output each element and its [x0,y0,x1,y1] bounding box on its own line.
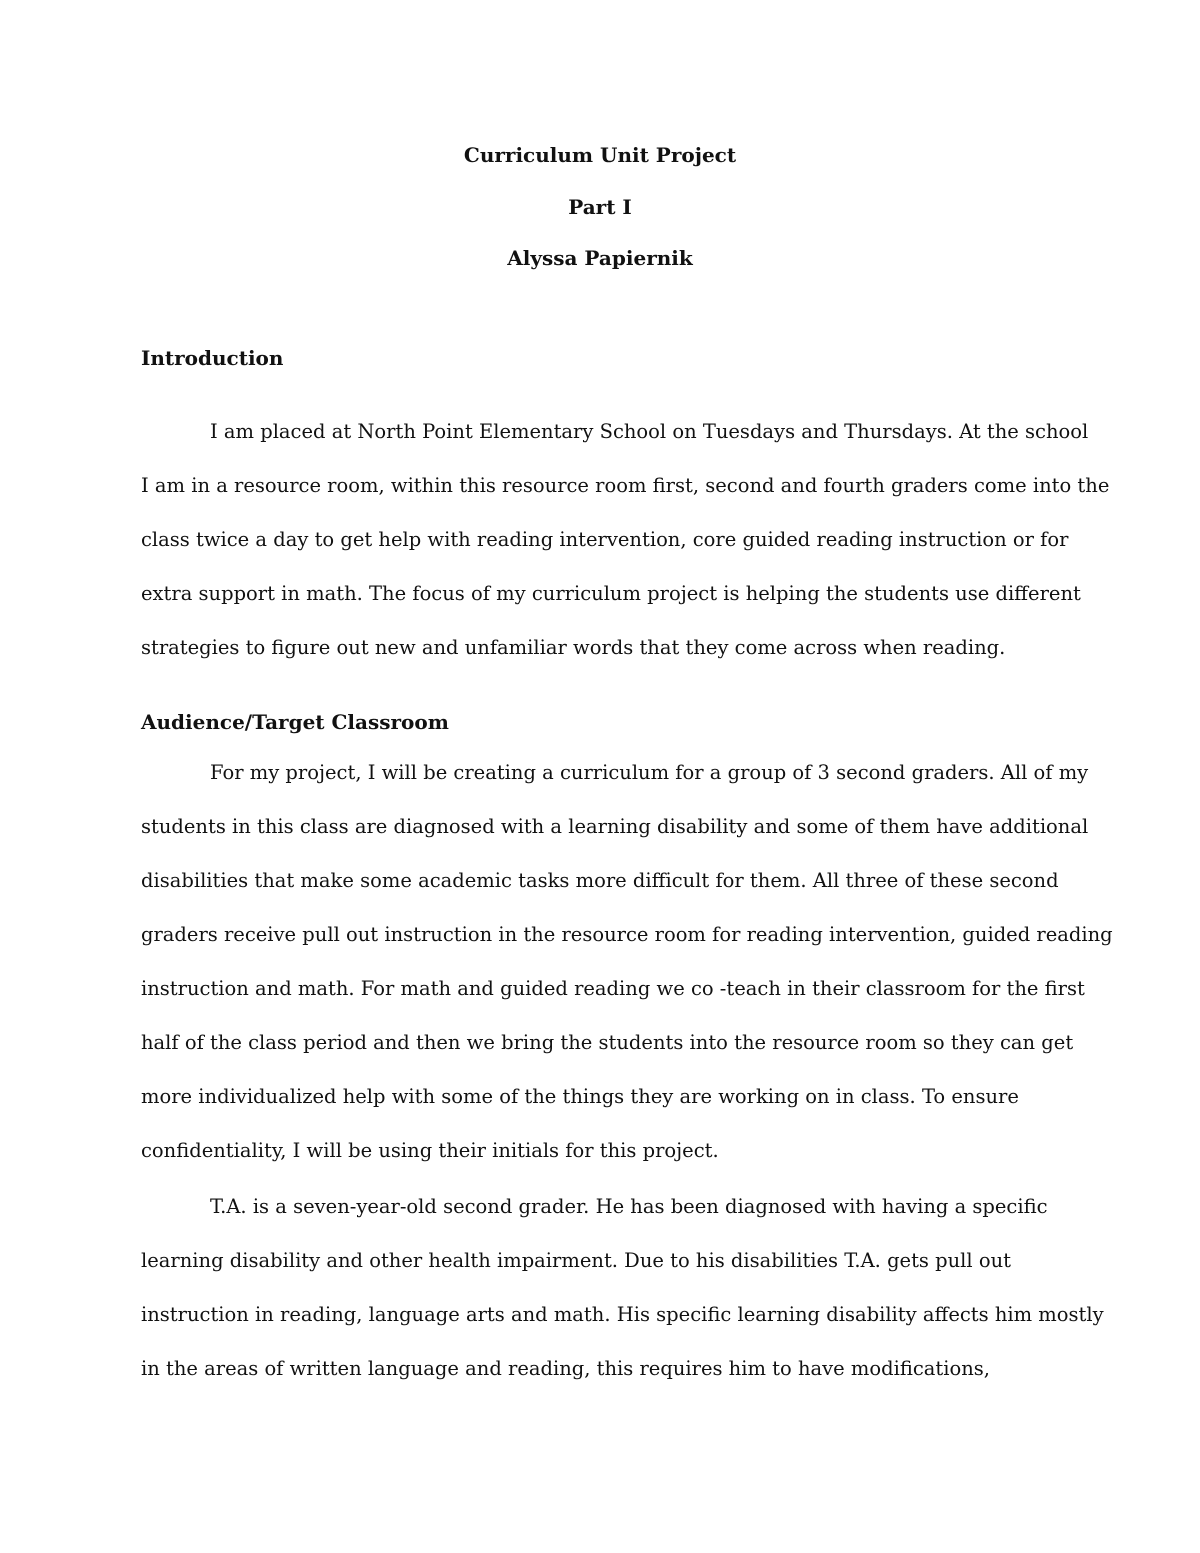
paragraph-line: extra support in math. The focus of my curriculum project is helping the students use different [141,582,1081,605]
introduction-heading: Introduction [141,346,284,370]
paragraph-line: instruction in reading, language arts and math. His specific learning disability affects him mostly [141,1303,1104,1326]
audience-paragraph-2 [141,1180,1104,1396]
paragraph-line: I am placed at North Point Elementary School on Tuesdays and Thursdays. At the school [210,420,1089,443]
audience-paragraph-1 [141,746,1113,1178]
document-title: Curriculum Unit Project [463,143,737,167]
paragraph-line: class twice a day to get help with reading intervention, core guided reading instruction or for [141,528,1069,551]
introduction-paragraph [141,405,1110,675]
paragraph-line: I am in a resource room, within this resource room first, second and fourth graders come into the [141,474,1110,497]
paragraph-line: For my project, I will be creating a curriculum for a group of 3 second graders. All of my [210,761,1089,784]
paragraph-line: students in this class are diagnosed with a learning disability and some of them have additional [141,815,1089,838]
document-part: Part I [568,195,632,219]
paragraph-line: disabilities that make some academic tasks more difficult for them. All three of these second [141,869,1059,892]
paragraph-line: strategies to figure out new and unfamiliar words that they come across when reading. [141,636,1006,659]
document-author: Alyssa Papiernik [507,246,693,270]
paragraph-line: confidentiality, I will be using their initials for this project. [141,1139,719,1162]
paragraph-line: instruction and math. For math and guided reading we co -teach in their classroom for the first [141,977,1085,1000]
paragraph-line: learning disability and other health impairment. Due to his disabilities T.A. gets pull out [141,1249,1011,1272]
audience-heading: Audience/Target Classroom [141,710,449,734]
paragraph-line: graders receive pull out instruction in the resource room for reading intervention, guided reading [141,923,1113,946]
paragraph-line: T.A. is a seven-year-old second grader. He has been diagnosed with having a specific [210,1195,1048,1218]
paragraph-line: more individualized help with some of the things they are working on in class. To ensure [141,1085,1019,1108]
paragraph-line: in the areas of written language and reading, this requires him to have modifications, [141,1357,990,1380]
paragraph-line: half of the class period and then we bring the students into the resource room so they can get [141,1031,1074,1054]
